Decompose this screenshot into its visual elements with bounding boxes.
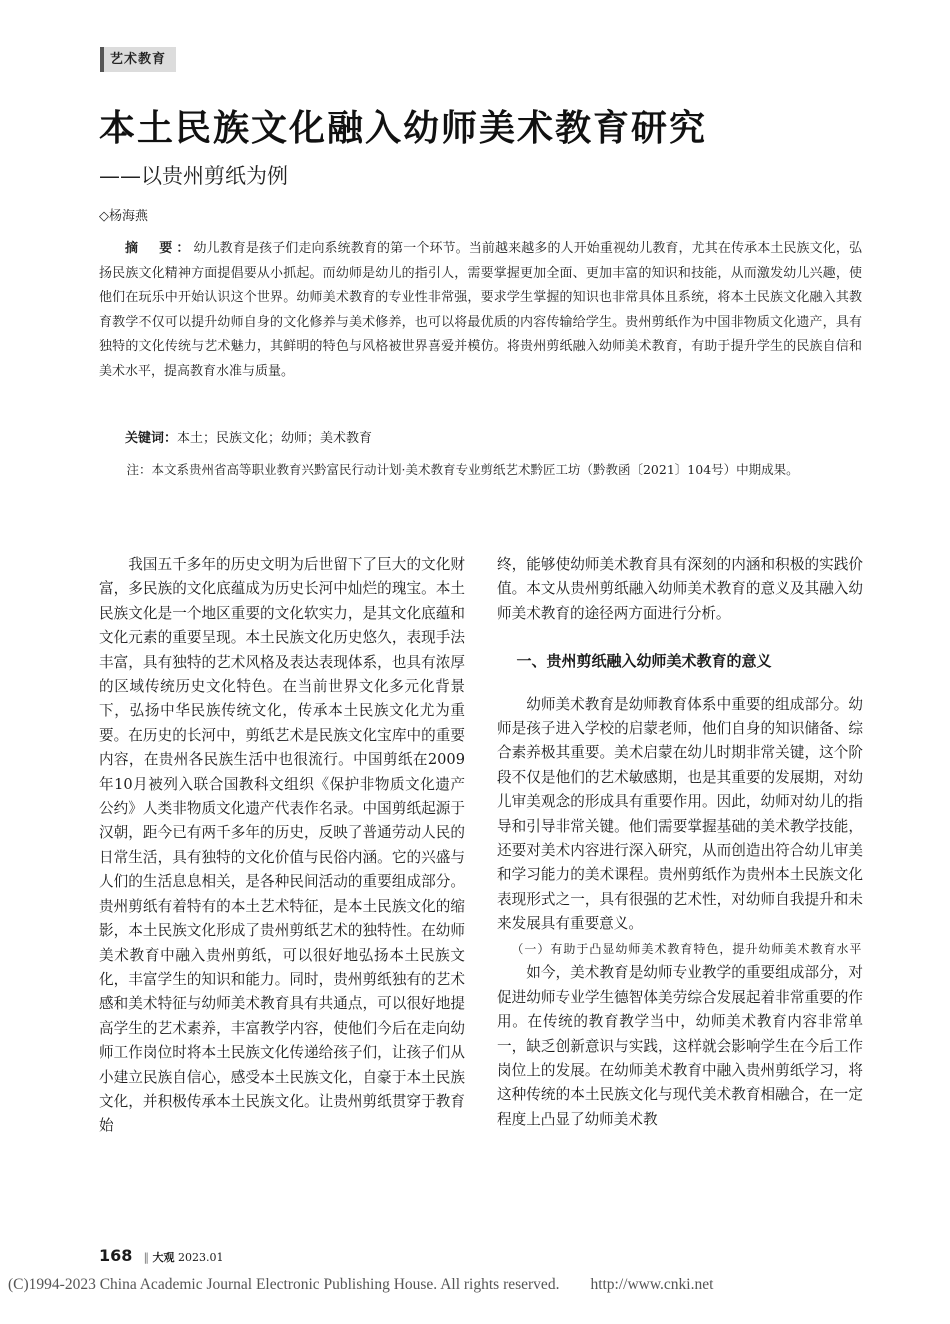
- page-number: 168: [99, 1246, 133, 1265]
- abstract-label: 摘 要：: [125, 241, 194, 256]
- body-paragraph: 我国五千多年的历史文明为后世留下了巨大的文化财富，多民族的文化底蕴成为历史长河中灿烂的瑰宝。本土民族文化是一个地区重要的文化软实力，是其文化底蕴和文化元素的重要呈现。本土民族文化历史悠久，表现手法丰富，具有独特的艺术风格及表达表现体系，也具有浓厚的区域传统历史文化特色。在当前世界文化多元化背景下，弘扬中华民族传统文化，传承本土民族文化尤为重要。在历史的长河中，剪纸艺术是民族文化宝库中的重要内容，在贵州各民族生活中也很流行。中国剪纸在2009年10月被列入联合国教科文组织《保护非物质文化遗产公约》人类非物质文化遗产代表作名录。中国剪纸起源于汉朝，距今已有两千多年的历史，反映了普通劳动人民的日常生活，具有独特的文化价值与民俗内涵。它的兴盛与人们的生活息息相关，是各种民间活动的重要组成部分。贵州剪纸有着特有的本土艺术特征，是本土民族文化的缩影，本土民族文化形成了贵州剪纸艺术的独特性。在幼师美术教育中融入贵州剪纸，可以很好地弘扬本土民族文化，丰富学生的知识和能力。同时，贵州剪纸独有的艺术感和美术特征与幼师美术教育具有共通点，可以很好地提高学生的艺术素养，丰富教学内容，使他们今后在走向幼师工作岗位时将本土民族文化传递给孩子们，让孩子们从小建立民族自信心，感受本土民族文化，自豪于本土民族文化，并积极传承本土民族文化。让贵州剪纸贯穿于教育始: [99, 556, 465, 1135]
- body-paragraph-continued: 终，能够使幼师美术教育具有深刻的内涵和积极的实践价值。本文从贵州剪纸融入幼师美术教育的意义及其融入幼师美术教育的途径两方面进行分析。: [497, 556, 863, 622]
- funding-note-text: 注：本文系贵州省高等职业教育兴黔富民行动计划·美术教育专业剪纸艺术黔匠工坊（黔教函〔2021〕104号）中期成果。: [126, 462, 799, 477]
- section-heading: 一、贵州剪纸融入幼师美术教育的意义: [516, 652, 772, 671]
- journal-name: 大观: [152, 1251, 175, 1264]
- keywords: [99, 429, 862, 449]
- article-subtitle: ——以贵州剪纸为例: [99, 164, 288, 188]
- body-column-left: [99, 553, 465, 1139]
- body-paragraph: 如今，美术教育是幼师专业教学的重要组成部分，对促进幼师专业学生德智体美劳综合发展起着非常重要的作用。在传统的教育教学当中，幼师美术教育内容非常单一，缺乏创新意识与实践，这样就会影响学生在今后工作岗位上的发展。在幼师美术教育中融入贵州剪纸学习，将这种传统的本土民族文化与现代美术教育相融合，在一定程度上凸显了幼师美术教: [497, 964, 863, 1128]
- copyright-watermark: (C)1994-2023 China Academic Journal Electronic Publishing House. All rights reserved. http://www.cnki.net: [8, 1276, 714, 1293]
- article-title: 本土民族文化融入幼师美术教育研究: [99, 108, 708, 149]
- journal-info: [144, 1251, 224, 1264]
- body-column-right: [497, 553, 863, 1132]
- journal-issue: 2023.01: [178, 1251, 224, 1264]
- footer-separator: ‖: [143, 1251, 149, 1264]
- page-footer: [99, 1246, 224, 1265]
- funding-note: [99, 457, 862, 482]
- keywords-text: 本土；民族文化；幼师；美术教育: [177, 431, 373, 446]
- body-paragraph: 幼师美术教育是幼师教育体系中重要的组成部分。幼师是孩子进入学校的启蒙老师，他们自身的知识储备、综合素养极其重要。美术启蒙在幼儿时期非常关键，这个阶段不仅是他们的艺术敏感期，也是其重要的发展期，对幼儿审美观念的形成具有重要作用。因此，幼师对幼儿的指导和引导非常关键。他们需要掌握基础的美术教学技能，还要对美术内容进行深入研究，从而创造出符合幼儿审美和学习能力的美术课程。贵州剪纸作为贵州本土民族文化表现形式之一，具有很强的艺术性，对幼师自我提升和未来发展具有重要意义。: [497, 695, 863, 933]
- section-tag: 艺术教育: [100, 47, 176, 72]
- author: ◇杨海燕: [99, 209, 148, 224]
- keywords-label: 关键词：: [125, 431, 178, 446]
- abstract-text: 幼儿教育是孩子们走向系统教育的第一个环节。当前越来越多的人开始重视幼儿教育，尤其在传承本土民族文化，弘扬民族文化精神方面提倡要从小抓起。而幼师是幼儿的指引人，需要掌握更加全面、更加丰富的知识和技能，从而激发幼儿兴趣，使他们在玩乐中开始认识这个世界。幼师美术教育的专业性非常强，要求学生掌握的知识也非常具体且系统，将本土民族文化融入其教育教学不仅可以提升幼师自身的文化修养与美术修养，也可以将最优质的内容传输给学生。贵州剪纸作为中国非物质文化遗产，具有独特的文化传统与艺术魅力，其鲜明的特色与风格被世界喜爱并模仿。将贵州剪纸融入幼师美术教育，有助于提升学生的民族自信和美术水平，提高教育水准与质量。: [99, 241, 862, 379]
- subsection-heading: （一）有助于凸显幼师美术教育特色，提升幼师美术教育水平: [511, 941, 863, 956]
- abstract: [99, 237, 862, 385]
